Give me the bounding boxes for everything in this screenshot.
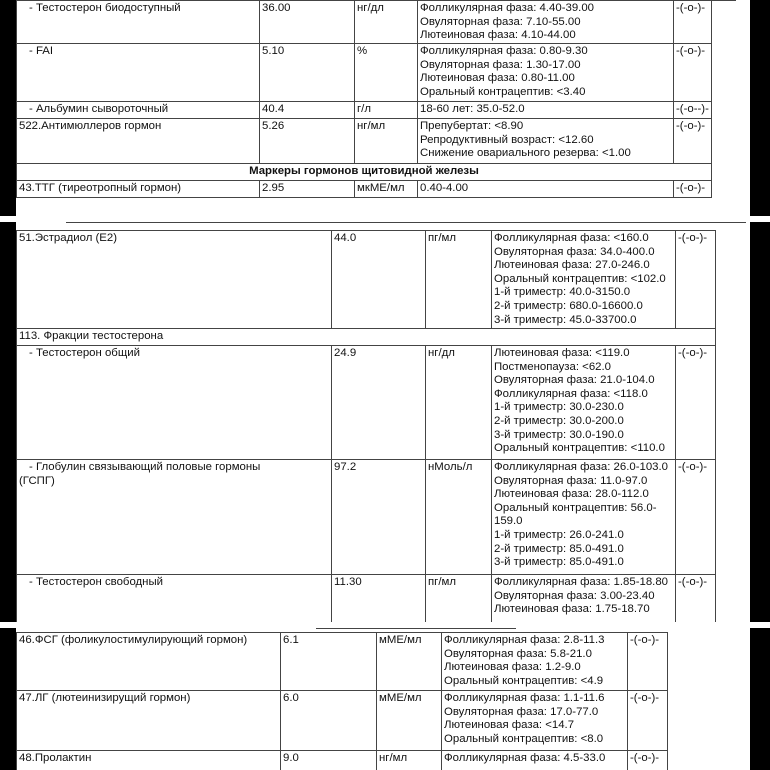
status-mark: -(-o-)- [628,751,668,770]
test-name [17,460,332,575]
norm-line: Препубертат: <8.90 [420,120,524,132]
table-row [17,751,668,770]
reference-range [418,1,674,44]
norm-line: 2-й триместр: 85.0-491.0 [494,542,624,555]
result-value: 6.0 [281,691,377,751]
test-name: 47.ЛГ (лютеинизирущий гормон) [17,691,281,751]
norm-line: Оральный контрацептив: <8.0 [444,732,604,745]
group-header-row [17,329,716,346]
result-value: 36.00 [260,1,355,44]
section-header-row [17,164,712,181]
unit: нг/мл [377,751,442,770]
test-name: - Тестостерон биодоступный [17,1,260,44]
norm-line: Оральный контрацептив: <102.0 [494,272,666,285]
group-title: 113. Фракции тестостерона [17,329,716,346]
norm-line: Овуляторная фаза: 1.30-17.00 [420,58,581,71]
norm-line: Фолликулярная фаза: 4.40-39.00 [420,2,594,14]
test-name: 48.Пролактин [17,751,281,770]
norm-line: Оральный контрацептив: <110.0 [494,442,665,455]
test-name: - Тестостерон общий [17,346,332,460]
norm-line: 1-й триместр: 30.0-230.0 [494,401,624,414]
norm-line: Фолликулярная фаза: <160.0 [494,232,649,244]
status-mark: -(-o-)- [674,181,712,198]
norm-line: Овуляторная фаза: 5.8-21.0 [444,647,592,660]
table-row [17,119,712,164]
left-border [0,0,16,770]
table-row [17,633,668,691]
result-value: 2.95 [260,181,355,198]
norm-line: 3-й триместр: 30.0-190.0 [494,428,624,441]
norm-line: Фолликулярная фаза: 1.1-11.6 [444,692,605,704]
cut-header-line [66,222,746,223]
norm-line: Лютеиновая фаза: 1.2-9.0 [444,661,581,674]
norm-line: Лютеиновая фаза: 27.0-246.0 [494,259,650,272]
norm-line: Снижение овариального резерва: <1.00 [420,147,631,160]
test-name: 43.ТТГ (тиреотропный гормон) [17,181,260,198]
norm-line: Лютеиновая фаза: <119.0 [494,347,630,359]
result-value: 6.1 [281,633,377,691]
right-border [750,0,770,770]
status-mark: -(-o-)- [628,691,668,751]
norm-line: Фолликулярная фаза: <118.0 [494,387,648,400]
norm-line: Лютеиновая фаза: 0.80-11.00 [420,72,575,85]
norm-line: 3-й триместр: 85.0-491.0 [494,556,624,569]
unit: нМоль/л [426,460,492,575]
status-mark: -(-o-)- [628,633,668,691]
table-row [17,102,712,119]
unit: пг/мл [426,575,492,623]
norm-line: Репродуктивный возраст: <12.60 [420,133,594,146]
reference-range [418,102,674,119]
norm-line: Овуляторная фаза: 3.00-23.40 [494,589,655,602]
table-row [17,460,716,575]
test-name-line: (ГСПГ) [19,474,55,487]
table-row [17,691,668,751]
norm-line: Оральный контрацептив: <4.9 [444,674,604,687]
norm-line: Оральный контрацептив: 56.0- [494,501,657,514]
result-value: 24.9 [332,346,426,460]
status-mark: -(-o-)- [674,1,712,44]
table-row [17,575,716,623]
norm-line: Оральный контрацептив: <3.40 [420,85,586,98]
status-mark: -(-o-)- [676,460,716,575]
table-row [17,346,716,460]
result-value: 5.10 [260,44,355,102]
lab-results-table-1 [16,0,712,198]
unit: мМЕ/мл [377,691,442,751]
reference-range [492,460,676,575]
lab-results-table-3 [16,632,668,770]
norm-line: 3-й триместр: 45.0-33700.0 [494,313,637,326]
lab-results-table-2 [16,230,716,622]
section-title: Маркеры гормонов щитовидной железы [17,164,712,181]
test-name: - Тестостерон свободный [17,575,332,623]
norm-line: Лютеиновая фаза: 1.75-18.70 [494,603,650,616]
result-value: 40.4 [260,102,355,119]
table-row [17,44,712,102]
unit: мкМЕ/мл [355,181,418,198]
norm-line: Лютеиновая фаза: 28.0-112.0 [494,488,649,501]
unit: пг/мл [426,231,492,329]
table-row [17,1,712,44]
test-name: - Альбумин сывороточный [17,102,260,119]
reference-range [442,751,628,770]
test-name-line: - Глобулин связывающий половые гормоны [29,461,261,473]
reference-range [492,231,676,329]
unit: г/л [355,102,418,119]
result-value: 5.26 [260,119,355,164]
result-value: 11.30 [332,575,426,623]
screenshot-panel-1 [16,0,750,216]
norm-line: Фолликулярная фаза: 26.0-103.0 [494,461,668,473]
result-value: 97.2 [332,460,426,575]
norm-line: Овуляторная фаза: 11.0-97.0 [494,474,648,487]
norm-line: Овуляторная фаза: 17.0-77.0 [444,705,599,718]
norm-line: Фолликулярная фаза: 2.8-11.3 [444,634,605,646]
status-mark: -(-o-)- [676,231,716,329]
status-mark: -(-o-)- [676,346,716,460]
screenshot-panel-3 [16,628,750,770]
result-value: 9.0 [281,751,377,770]
norm-line: Лютеиновая фаза: 4.10-44.00 [420,29,576,42]
norm-line: 2-й триместр: 30.0-200.0 [494,414,624,427]
screenshot-panel-2 [16,222,750,622]
test-name: 51.Эстрадиол (Е2) [17,231,332,329]
table-row [17,231,716,329]
reference-range [418,119,674,164]
reference-range [492,575,676,623]
test-name: - FAI [17,44,260,102]
test-name: 522.Антимюллеров гормон [17,119,260,164]
norm-line: Фолликулярная фаза: 0.80-9.30 [420,45,588,57]
unit: нг/дл [426,346,492,460]
norm-line: Овуляторная фаза: 21.0-104.0 [494,374,655,387]
norm-line: 1-й триместр: 26.0-241.0 [494,528,624,541]
reference-range [418,44,674,102]
norm-line: Фолликулярная фаза: 4.5-33.0 [444,752,606,764]
reference-range [492,346,676,460]
unit: нг/мл [355,119,418,164]
test-name: 46.ФСГ (фоликулостимулирующий гормон) [17,633,281,691]
norm-line: Лютеиновая фаза: <14.7 [444,719,575,732]
status-mark: -(-o-)- [676,575,716,623]
status-mark: -(-o--)- [674,102,712,119]
norm-line: Фолликулярная фаза: 1.85-18.80 [494,576,668,588]
cut-header-line [316,628,516,629]
norm-line: 1-й триместр: 40.0-3150.0 [494,286,631,299]
norm-line: Овуляторная фаза: 7.10-55.00 [420,15,581,28]
reference-range [442,633,628,691]
norm-line: 18-60 лет: 35.0-52.0 [420,103,525,115]
unit: нг/дл [355,1,418,44]
reference-range: 0.40-4.00 [418,181,674,198]
table-row [17,181,712,198]
unit: % [355,44,418,102]
unit: мМЕ/мл [377,633,442,691]
norm-line: Овуляторная фаза: 34.0-400.0 [494,245,655,258]
norm-line: 159.0 [494,515,523,528]
status-mark: -(-o-)- [674,119,712,164]
status-mark: -(-o-)- [674,44,712,102]
norm-line: 2-й триместр: 680.0-16600.0 [494,299,643,312]
reference-range [442,691,628,751]
result-value: 44.0 [332,231,426,329]
norm-line: Постменопауза: <62.0 [494,360,612,373]
